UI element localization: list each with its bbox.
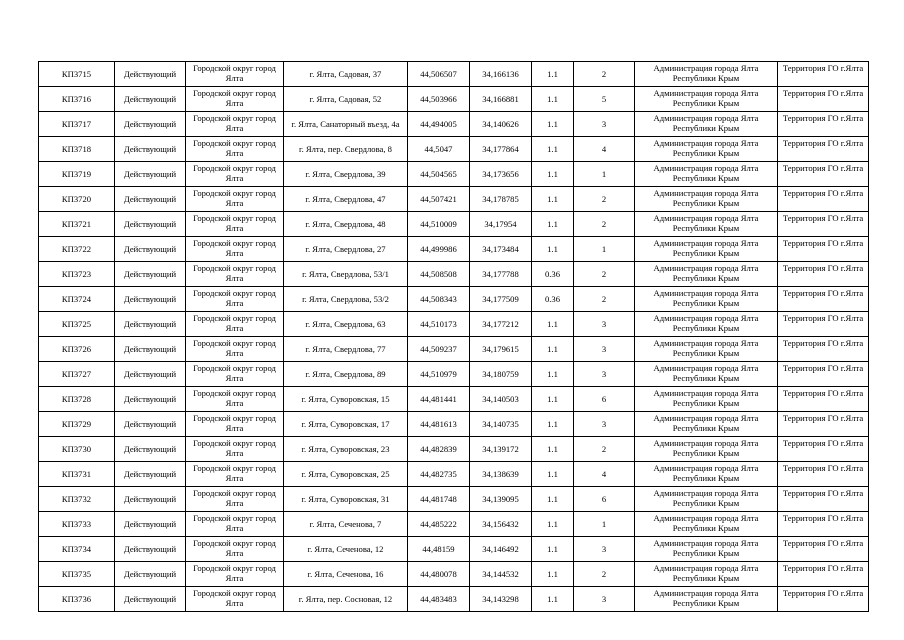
district-cell: Городской округ город Ялта	[186, 237, 284, 262]
container-count-cell: 1	[574, 237, 635, 262]
container-volume-cell: 1.1	[532, 512, 574, 537]
site-id-cell: КП3719	[39, 162, 115, 187]
district-cell: Городской округ город Ялта	[186, 462, 284, 487]
longitude-cell: 34,166136	[470, 62, 532, 87]
latitude-cell: 44,481441	[408, 387, 470, 412]
site-id-cell: КП3731	[39, 462, 115, 487]
site-id-cell: КП3723	[39, 262, 115, 287]
container-count-cell: 1	[574, 512, 635, 537]
latitude-cell: 44,508508	[408, 262, 470, 287]
container-volume-cell: 1.1	[532, 437, 574, 462]
owner-cell: Администрация города Ялта Республики Крым	[635, 212, 778, 237]
container-count-cell: 4	[574, 137, 635, 162]
district-cell: Городской округ город Ялта	[186, 287, 284, 312]
container-volume-cell: 1.1	[532, 412, 574, 437]
longitude-cell: 34,138639	[470, 462, 532, 487]
container-count-cell: 2	[574, 187, 635, 212]
table-row	[39, 537, 869, 562]
owner-cell: Администрация города Ялта Республики Крым	[635, 162, 778, 187]
table-row	[39, 412, 869, 437]
territory-cell: Территория ГО г.Ялта	[778, 487, 869, 512]
status-cell: Действующий	[115, 487, 186, 512]
longitude-cell: 34,177212	[470, 312, 532, 337]
longitude-cell: 34,139095	[470, 487, 532, 512]
owner-cell: Администрация города Ялта Республики Крым	[635, 87, 778, 112]
table-row	[39, 62, 869, 87]
table-row	[39, 87, 869, 112]
container-volume-cell: 1.1	[532, 562, 574, 587]
owner-cell: Администрация города Ялта Республики Крым	[635, 387, 778, 412]
container-count-cell: 3	[574, 412, 635, 437]
territory-cell: Территория ГО г.Ялта	[778, 437, 869, 462]
district-cell: Городской округ город Ялта	[186, 362, 284, 387]
latitude-cell: 44,494005	[408, 112, 470, 137]
territory-cell: Территория ГО г.Ялта	[778, 137, 869, 162]
longitude-cell: 34,143298	[470, 587, 532, 612]
district-cell: Городской округ город Ялта	[186, 337, 284, 362]
container-count-cell: 1	[574, 162, 635, 187]
status-cell: Действующий	[115, 87, 186, 112]
address-cell: г. Ялта, Свердлова, 77	[284, 337, 408, 362]
container-volume-cell: 1.1	[532, 387, 574, 412]
container-count-cell: 3	[574, 362, 635, 387]
district-cell: Городской округ город Ялта	[186, 487, 284, 512]
latitude-cell: 44,510979	[408, 362, 470, 387]
owner-cell: Администрация города Ялта Республики Крым	[635, 112, 778, 137]
address-cell: г. Ялта, Санаторный въезд, 4а	[284, 112, 408, 137]
territory-cell: Территория ГО г.Ялта	[778, 162, 869, 187]
container-count-cell: 2	[574, 437, 635, 462]
site-id-cell: КП3729	[39, 412, 115, 437]
longitude-cell: 34,139172	[470, 437, 532, 462]
address-cell: г. Ялта, Суворовская, 17	[284, 412, 408, 437]
site-id-cell: КП3722	[39, 237, 115, 262]
district-cell: Городской округ город Ялта	[186, 137, 284, 162]
table-row	[39, 487, 869, 512]
address-cell: г. Ялта, Свердлова, 39	[284, 162, 408, 187]
container-count-cell: 3	[574, 337, 635, 362]
district-cell: Городской округ город Ялта	[186, 562, 284, 587]
container-count-cell: 3	[574, 537, 635, 562]
container-count-cell: 3	[574, 587, 635, 612]
container-volume-cell: 1.1	[532, 312, 574, 337]
latitude-cell: 44,5047	[408, 137, 470, 162]
container-volume-cell: 1.1	[532, 187, 574, 212]
district-cell: Городской округ город Ялта	[186, 62, 284, 87]
latitude-cell: 44,48159	[408, 537, 470, 562]
district-cell: Городской округ город Ялта	[186, 437, 284, 462]
territory-cell: Территория ГО г.Ялта	[778, 262, 869, 287]
site-id-cell: КП3733	[39, 512, 115, 537]
site-id-cell: КП3730	[39, 437, 115, 462]
container-count-cell: 3	[574, 112, 635, 137]
site-id-cell: КП3717	[39, 112, 115, 137]
site-id-cell: КП3736	[39, 587, 115, 612]
owner-cell: Администрация города Ялта Республики Крым	[635, 512, 778, 537]
status-cell: Действующий	[115, 537, 186, 562]
table-row	[39, 387, 869, 412]
longitude-cell: 34,179615	[470, 337, 532, 362]
latitude-cell: 44,510173	[408, 312, 470, 337]
latitude-cell: 44,485222	[408, 512, 470, 537]
status-cell: Действующий	[115, 437, 186, 462]
table-row	[39, 212, 869, 237]
container-volume-cell: 1.1	[532, 587, 574, 612]
table-body	[39, 62, 869, 612]
latitude-cell: 44,506507	[408, 62, 470, 87]
district-cell: Городской округ город Ялта	[186, 212, 284, 237]
table-row	[39, 162, 869, 187]
site-id-cell: КП3726	[39, 337, 115, 362]
address-cell: г. Ялта, Суворовская, 25	[284, 462, 408, 487]
district-cell: Городской округ город Ялта	[186, 512, 284, 537]
table-row	[39, 237, 869, 262]
longitude-cell: 34,140503	[470, 387, 532, 412]
status-cell: Действующий	[115, 337, 186, 362]
container-volume-cell: 0.36	[532, 287, 574, 312]
territory-cell: Территория ГО г.Ялта	[778, 462, 869, 487]
status-cell: Действующий	[115, 462, 186, 487]
latitude-cell: 44,482839	[408, 437, 470, 462]
status-cell: Действующий	[115, 562, 186, 587]
address-cell: г. Ялта, Сеченова, 12	[284, 537, 408, 562]
longitude-cell: 34,17954	[470, 212, 532, 237]
longitude-cell: 34,178785	[470, 187, 532, 212]
container-volume-cell: 1.1	[532, 337, 574, 362]
container-volume-cell: 1.1	[532, 137, 574, 162]
address-cell: г. Ялта, Свердлова, 47	[284, 187, 408, 212]
territory-cell: Территория ГО г.Ялта	[778, 387, 869, 412]
district-cell: Городской округ город Ялта	[186, 262, 284, 287]
latitude-cell: 44,481748	[408, 487, 470, 512]
latitude-cell: 44,504565	[408, 162, 470, 187]
container-count-cell: 5	[574, 87, 635, 112]
table-row	[39, 262, 869, 287]
status-cell: Действующий	[115, 412, 186, 437]
status-cell: Действующий	[115, 312, 186, 337]
container-volume-cell: 1.1	[532, 87, 574, 112]
territory-cell: Территория ГО г.Ялта	[778, 312, 869, 337]
container-volume-cell: 1.1	[532, 237, 574, 262]
site-id-cell: КП3732	[39, 487, 115, 512]
address-cell: г. Ялта, Сеченова, 7	[284, 512, 408, 537]
address-cell: г. Ялта, Свердлова, 27	[284, 237, 408, 262]
longitude-cell: 34,177509	[470, 287, 532, 312]
district-cell: Городской округ город Ялта	[186, 587, 284, 612]
latitude-cell: 44,510009	[408, 212, 470, 237]
status-cell: Действующий	[115, 112, 186, 137]
table-row	[39, 462, 869, 487]
territory-cell: Территория ГО г.Ялта	[778, 537, 869, 562]
longitude-cell: 34,173656	[470, 162, 532, 187]
site-id-cell: КП3721	[39, 212, 115, 237]
latitude-cell: 44,483483	[408, 587, 470, 612]
district-cell: Городской округ город Ялта	[186, 112, 284, 137]
owner-cell: Администрация города Ялта Республики Крым	[635, 187, 778, 212]
table-row	[39, 287, 869, 312]
container-count-cell: 3	[574, 312, 635, 337]
table-row	[39, 312, 869, 337]
owner-cell: Администрация города Ялта Республики Крым	[635, 537, 778, 562]
owner-cell: Администрация города Ялта Республики Крым	[635, 562, 778, 587]
table-row	[39, 337, 869, 362]
address-cell: г. Ялта, Суворовская, 15	[284, 387, 408, 412]
district-cell: Городской округ город Ялта	[186, 87, 284, 112]
latitude-cell: 44,509237	[408, 337, 470, 362]
territory-cell: Территория ГО г.Ялта	[778, 512, 869, 537]
owner-cell: Администрация города Ялта Республики Крым	[635, 312, 778, 337]
address-cell: г. Ялта, Суворовская, 31	[284, 487, 408, 512]
latitude-cell: 44,508343	[408, 287, 470, 312]
territory-cell: Территория ГО г.Ялта	[778, 187, 869, 212]
longitude-cell: 34,156432	[470, 512, 532, 537]
table-row	[39, 562, 869, 587]
territory-cell: Территория ГО г.Ялта	[778, 362, 869, 387]
territory-cell: Территория ГО г.Ялта	[778, 562, 869, 587]
longitude-cell: 34,177788	[470, 262, 532, 287]
territory-cell: Территория ГО г.Ялта	[778, 212, 869, 237]
address-cell: г. Ялта, Сеченова, 16	[284, 562, 408, 587]
owner-cell: Администрация города Ялта Республики Крым	[635, 437, 778, 462]
longitude-cell: 34,177864	[470, 137, 532, 162]
container-count-cell: 2	[574, 562, 635, 587]
territory-cell: Территория ГО г.Ялта	[778, 112, 869, 137]
status-cell: Действующий	[115, 187, 186, 212]
address-cell: г. Ялта, Суворовская, 23	[284, 437, 408, 462]
address-cell: г. Ялта, Свердлова, 53/2	[284, 287, 408, 312]
container-volume-cell: 1.1	[532, 462, 574, 487]
status-cell: Действующий	[115, 237, 186, 262]
latitude-cell: 44,480078	[408, 562, 470, 587]
latitude-cell: 44,507421	[408, 187, 470, 212]
longitude-cell: 34,180759	[470, 362, 532, 387]
territory-cell: Территория ГО г.Ялта	[778, 62, 869, 87]
address-cell: г. Ялта, Садовая, 37	[284, 62, 408, 87]
owner-cell: Администрация города Ялта Республики Крым	[635, 587, 778, 612]
address-cell: г. Ялта, Свердлова, 63	[284, 312, 408, 337]
address-cell: г. Ялта, Свердлова, 48	[284, 212, 408, 237]
site-id-cell: КП3727	[39, 362, 115, 387]
container-volume-cell: 1.1	[532, 362, 574, 387]
table-row	[39, 187, 869, 212]
address-cell: г. Ялта, пер. Сосновая, 12	[284, 587, 408, 612]
latitude-cell: 44,481613	[408, 412, 470, 437]
territory-cell: Территория ГО г.Ялта	[778, 412, 869, 437]
container-volume-cell: 1.1	[532, 212, 574, 237]
longitude-cell: 34,140735	[470, 412, 532, 437]
longitude-cell: 34,166881	[470, 87, 532, 112]
owner-cell: Администрация города Ялта Республики Крым	[635, 362, 778, 387]
container-count-cell: 2	[574, 62, 635, 87]
owner-cell: Администрация города Ялта Республики Крым	[635, 62, 778, 87]
territory-cell: Территория ГО г.Ялта	[778, 287, 869, 312]
owner-cell: Администрация города Ялта Республики Крым	[635, 287, 778, 312]
status-cell: Действующий	[115, 512, 186, 537]
status-cell: Действующий	[115, 387, 186, 412]
address-cell: г. Ялта, Свердлова, 53/1	[284, 262, 408, 287]
table-row	[39, 437, 869, 462]
owner-cell: Администрация города Ялта Республики Крым	[635, 337, 778, 362]
status-cell: Действующий	[115, 587, 186, 612]
territory-cell: Территория ГО г.Ялта	[778, 587, 869, 612]
status-cell: Действующий	[115, 137, 186, 162]
container-volume-cell: 1.1	[532, 537, 574, 562]
longitude-cell: 34,144532	[470, 562, 532, 587]
territory-cell: Территория ГО г.Ялта	[778, 87, 869, 112]
site-id-cell: КП3715	[39, 62, 115, 87]
address-cell: г. Ялта, пер. Свердлова, 8	[284, 137, 408, 162]
container-count-cell: 2	[574, 262, 635, 287]
container-site-registry-table	[38, 61, 869, 612]
site-id-cell: КП3718	[39, 137, 115, 162]
container-count-cell: 2	[574, 287, 635, 312]
status-cell: Действующий	[115, 262, 186, 287]
owner-cell: Администрация города Ялта Республики Крым	[635, 462, 778, 487]
owner-cell: Администрация города Ялта Республики Крым	[635, 487, 778, 512]
site-id-cell: КП3716	[39, 87, 115, 112]
longitude-cell: 34,173484	[470, 237, 532, 262]
district-cell: Городской округ город Ялта	[186, 387, 284, 412]
site-id-cell: КП3720	[39, 187, 115, 212]
container-volume-cell: 1.1	[532, 487, 574, 512]
address-cell: г. Ялта, Свердлова, 89	[284, 362, 408, 387]
latitude-cell: 44,499986	[408, 237, 470, 262]
status-cell: Действующий	[115, 287, 186, 312]
table-row	[39, 587, 869, 612]
table-row	[39, 512, 869, 537]
status-cell: Действующий	[115, 162, 186, 187]
territory-cell: Территория ГО г.Ялта	[778, 237, 869, 262]
container-volume-cell: 0.36	[532, 262, 574, 287]
address-cell: г. Ялта, Садовая, 52	[284, 87, 408, 112]
table-row	[39, 137, 869, 162]
longitude-cell: 34,146492	[470, 537, 532, 562]
district-cell: Городской округ город Ялта	[186, 312, 284, 337]
owner-cell: Администрация города Ялта Республики Крым	[635, 237, 778, 262]
site-id-cell: КП3728	[39, 387, 115, 412]
owner-cell: Администрация города Ялта Республики Крым	[635, 262, 778, 287]
status-cell: Действующий	[115, 212, 186, 237]
table-row	[39, 112, 869, 137]
district-cell: Городской округ город Ялта	[186, 162, 284, 187]
site-id-cell: КП3735	[39, 562, 115, 587]
container-count-cell: 6	[574, 387, 635, 412]
container-count-cell: 4	[574, 462, 635, 487]
site-id-cell: КП3724	[39, 287, 115, 312]
site-id-cell: КП3734	[39, 537, 115, 562]
container-volume-cell: 1.1	[532, 62, 574, 87]
owner-cell: Администрация города Ялта Республики Крым	[635, 412, 778, 437]
container-count-cell: 6	[574, 487, 635, 512]
district-cell: Городской округ город Ялта	[186, 412, 284, 437]
table-row	[39, 362, 869, 387]
container-volume-cell: 1.1	[532, 162, 574, 187]
district-cell: Городской округ город Ялта	[186, 537, 284, 562]
container-count-cell: 2	[574, 212, 635, 237]
status-cell: Действующий	[115, 362, 186, 387]
district-cell: Городской округ город Ялта	[186, 187, 284, 212]
territory-cell: Территория ГО г.Ялта	[778, 337, 869, 362]
latitude-cell: 44,503966	[408, 87, 470, 112]
site-id-cell: КП3725	[39, 312, 115, 337]
status-cell: Действующий	[115, 62, 186, 87]
longitude-cell: 34,140626	[470, 112, 532, 137]
latitude-cell: 44,482735	[408, 462, 470, 487]
container-volume-cell: 1.1	[532, 112, 574, 137]
owner-cell: Администрация города Ялта Республики Крым	[635, 137, 778, 162]
